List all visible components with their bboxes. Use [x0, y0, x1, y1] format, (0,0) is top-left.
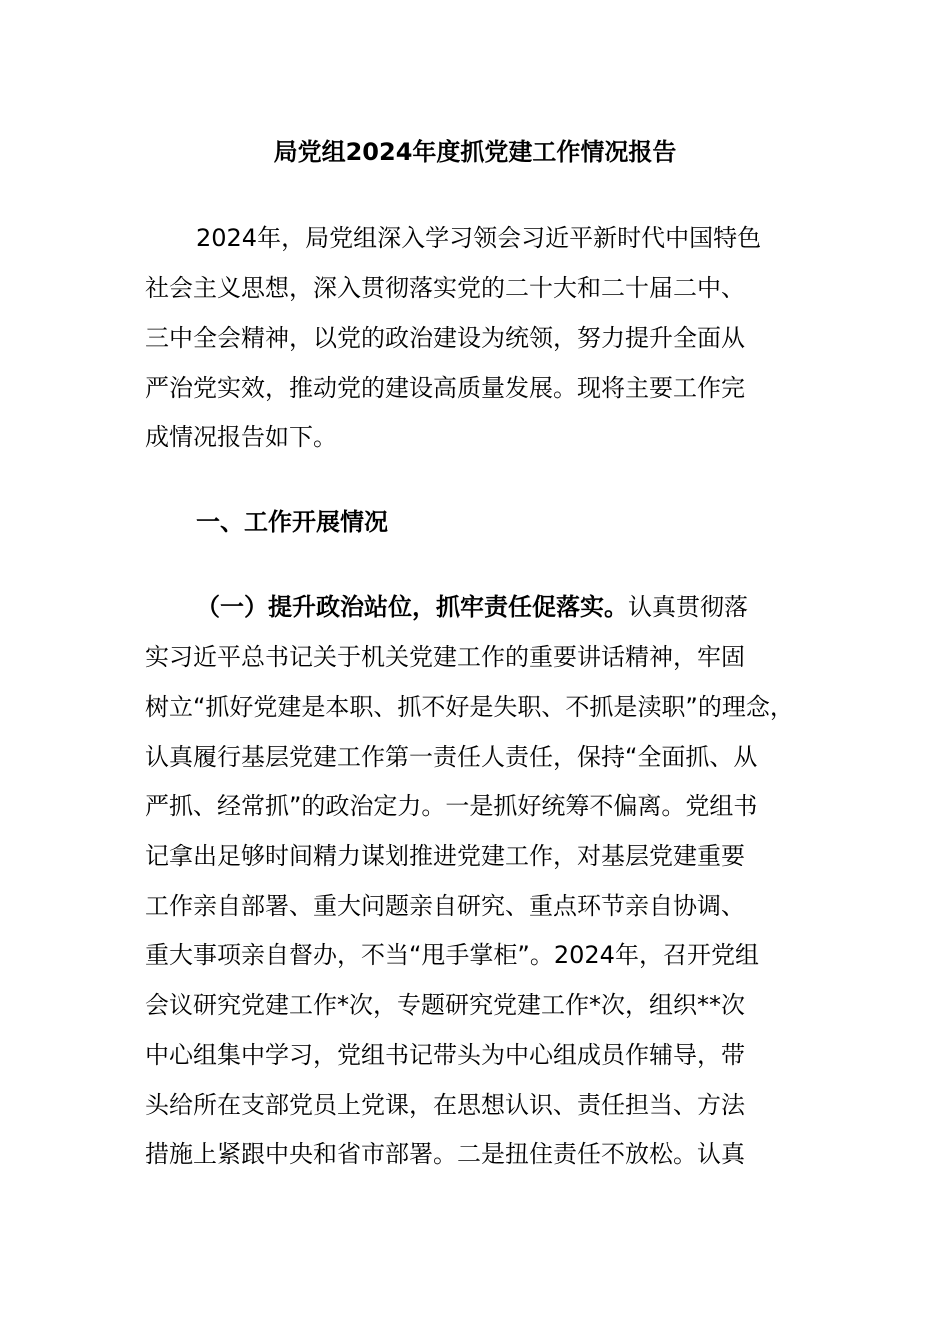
- body-line-9: 中心组集中学习，党组书记带头为中心组成员作辅导，带: [145, 1041, 745, 1069]
- body-line-8: 会议研究党建工作*次，专题研究党建工作*次，组织**次: [145, 991, 745, 1019]
- intro-line-2: 社会主义思想，深入贯彻落实党的二十大和二十届二中、: [145, 274, 745, 302]
- body-line-10: 头给所在支部党员上党课，在思想认识、责任担当、方法: [145, 1091, 745, 1119]
- document-title: 局党组2024年度抓党建工作情况报告: [273, 138, 677, 166]
- section-heading: 一、工作开展情况: [196, 508, 388, 536]
- body-line-6: 工作亲自部署、重大问题亲自研究、重点环节亲自协调、: [145, 892, 745, 920]
- subsection-first-line-rest: 认真贯彻落: [628, 593, 748, 621]
- body-line-4: 严抓、经常抓”的政治定力。一是抓好统筹不偏离。党组书: [145, 792, 758, 820]
- body-line-2: 树立“抓好党建是本职、抓不好是失职、不抓是渎职”的理念，: [145, 693, 794, 721]
- subsection-heading: （一）提升政治站位，抓牢责任促落实。: [196, 593, 628, 621]
- intro-line-5: 成情况报告如下。: [145, 423, 337, 451]
- body-line-7: 重大事项亲自督办，不当“甩手掌柜”。2024年，召开党组: [145, 941, 759, 969]
- body-line-5: 记拿出足够时间精力谋划推进党建工作，对基层党建重要: [145, 842, 745, 870]
- intro-line-4: 严治党实效，推动党的建设高质量发展。现将主要工作完: [145, 374, 745, 402]
- body-line-11: 措施上紧跟中央和省市部署。二是扭住责任不放松。认真: [145, 1140, 745, 1168]
- intro-line-3: 三中全会精神，以党的政治建设为统领，努力提升全面从: [145, 324, 745, 352]
- body-line-3: 认真履行基层党建工作第一责任人责任，保持“全面抓、从: [145, 743, 758, 771]
- subsection-first-line: [196, 587, 748, 627]
- body-line-1: 实习近平总书记关于机关党建工作的重要讲话精神，牢固: [145, 643, 745, 671]
- intro-line-1: 2024年，局党组深入学习领会习近平新时代中国特色: [196, 224, 762, 252]
